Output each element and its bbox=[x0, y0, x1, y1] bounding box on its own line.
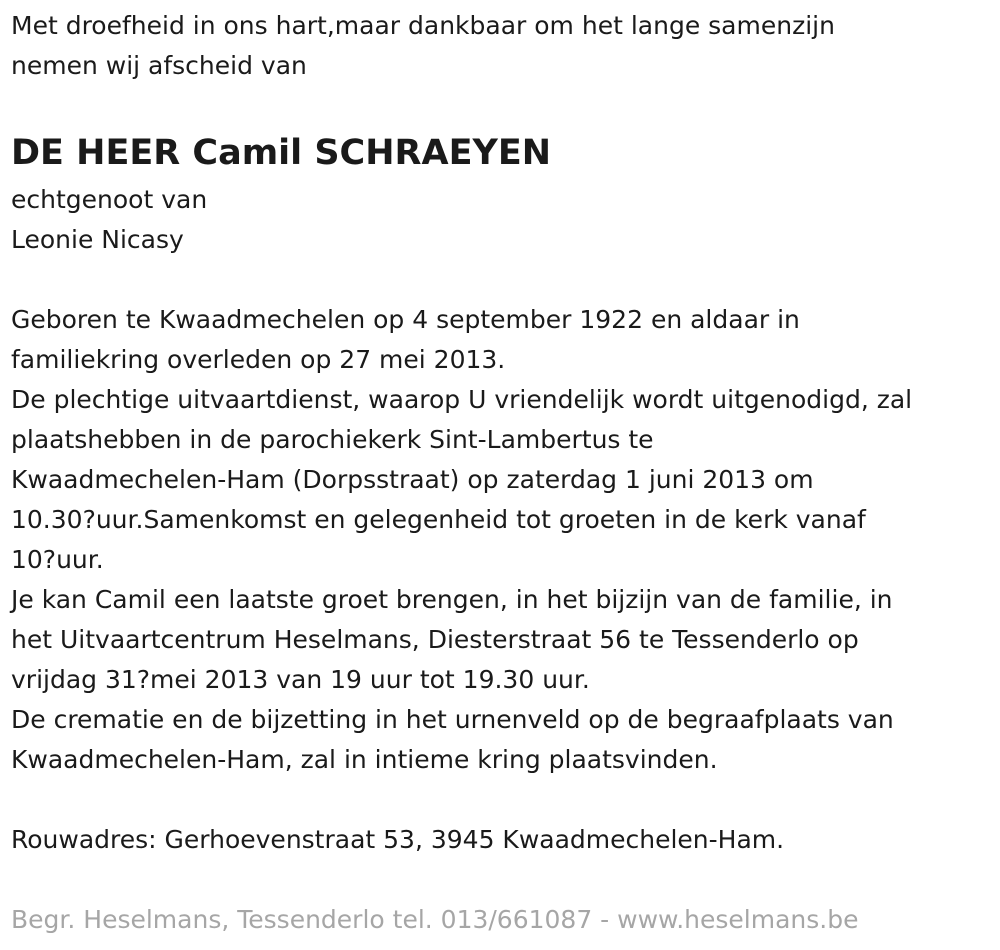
body-line: Kwaadmechelen-Ham (Dorpsstraat) op zaterdag 1 juni 2013 om bbox=[11, 465, 814, 494]
body-line: Kwaadmechelen-Ham, zal in intieme kring plaatsvinden. bbox=[11, 745, 718, 774]
body-line: 10?uur. bbox=[11, 545, 104, 574]
obituary-notice bbox=[11, 6, 991, 940]
spouse-name: Leonie Nicasy bbox=[11, 225, 184, 254]
mourning-address: Rouwadres: Gerhoevenstraat 53, 3945 Kwaadmechelen-Ham. bbox=[11, 825, 785, 854]
body-line: het Uitvaartcentrum Heselmans, Diesterstraat 56 te Tessenderlo op bbox=[11, 625, 859, 654]
notice-body bbox=[11, 300, 991, 780]
body-line: vrijdag 31?mei 2013 van 19 uur tot 19.30 uur. bbox=[11, 665, 590, 694]
body-line: De crematie en de bijzetting in het urnenveld op de begraafplaats van bbox=[11, 705, 894, 734]
funeral-home-footer: Begr. Heselmans, Tessenderlo tel. 013/661087 - www.heselmans.be bbox=[11, 905, 859, 934]
body-line: De plechtige uitvaartdienst, waarop U vriendelijk wordt uitgenodigd, zal bbox=[11, 385, 913, 414]
body-line: familiekring overleden op 27 mei 2013. bbox=[11, 345, 506, 374]
intro-line-2: nemen wij afscheid van bbox=[11, 51, 307, 80]
body-line: 10.30?uur.Samenkomst en gelegenheid tot groeten in de kerk vanaf bbox=[11, 505, 866, 534]
body-line: Je kan Camil een laatste groet brengen, in het bijzijn van de familie, in bbox=[11, 585, 893, 614]
intro-line-1: Met droefheid in ons hart,maar dankbaar om het lange samenzijn bbox=[11, 11, 835, 40]
body-line: Geboren te Kwaadmechelen op 4 september 1922 en aldaar in bbox=[11, 305, 800, 334]
spacer bbox=[11, 260, 991, 300]
body-line: plaatshebben in de parochiekerk Sint-Lambertus te bbox=[11, 425, 654, 454]
spacer bbox=[11, 780, 991, 820]
relation-text: echtgenoot van bbox=[11, 185, 208, 214]
deceased-name: DE HEER Camil SCHRAEYEN bbox=[11, 133, 552, 173]
